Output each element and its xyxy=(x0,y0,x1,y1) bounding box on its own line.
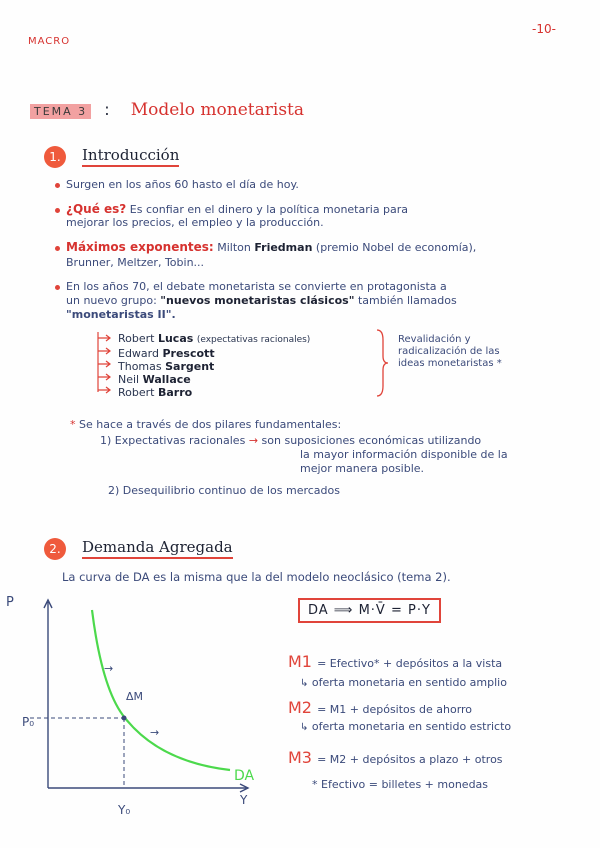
m2-definition: M2 = M1 + depósitos de ahorro xyxy=(288,698,473,717)
equilibrium-point xyxy=(122,716,127,721)
bullet-3: Máximos exponentes: Milton Friedman (premio Nobel de economía), xyxy=(55,240,476,254)
people-bracket-arrows xyxy=(94,330,114,400)
bullet-2: ¿Qué es? Es confiar en el dinero y la política monetaria para xyxy=(55,202,408,216)
theme-label: TEMA 3 xyxy=(30,104,91,119)
bullet-4-cont: un nuevo grupo: "nuevos monetaristas clásicos" también llamados xyxy=(66,294,457,307)
theme-header xyxy=(30,100,304,120)
subject-label: MACRO xyxy=(28,36,71,47)
person-row: Neil Wallace xyxy=(118,373,191,386)
footnote-line: * Se hace a través de dos pilares fundamentales: xyxy=(70,418,342,431)
m2-sub: ↳ oferta monetaria en sentido estricto xyxy=(300,720,512,733)
bullet-2-cont: mejorar los precios, el empleo y la producción. xyxy=(66,216,324,229)
bullet-dot-icon xyxy=(55,246,60,251)
p0-label: P₀ xyxy=(22,715,35,729)
pillar-2: 2) Desequilibrio continuo de los mercados xyxy=(108,484,340,497)
pillar-1-cont: la mayor información disponible de la xyxy=(300,448,508,461)
bullet-dot-icon xyxy=(55,183,60,188)
y0-label: Y₀ xyxy=(118,803,131,817)
bullet-dot-icon xyxy=(55,208,60,213)
m1-sub: ↳ oferta monetaria en sentido amplio xyxy=(300,676,507,689)
da-formula-box: DA ⟹ M·V̄ = P·Y xyxy=(298,598,441,623)
person-row: Robert Lucas (expectativas racionales) xyxy=(118,332,311,345)
section2-intro: La curva de DA es la misma que la del modelo neoclásico (tema 2). xyxy=(62,570,451,584)
person-row: Robert Barro xyxy=(118,386,193,399)
shift-arrow-icon: → xyxy=(104,662,114,675)
brace-icon xyxy=(374,328,390,398)
people-list xyxy=(118,332,310,399)
m3-definition: M3 = M2 + depósitos a plazo + otros xyxy=(288,748,503,767)
bullet-dot-icon xyxy=(55,285,60,290)
page-number: -10- xyxy=(532,22,556,36)
section2-number: 2. xyxy=(44,538,66,560)
theme-title: Modelo monetarista xyxy=(130,100,305,120)
demand-graph xyxy=(0,590,290,820)
bullet-3-cont: Brunner, Meltzer, Tobin... xyxy=(66,256,205,269)
section1-title: Introducción xyxy=(82,146,179,167)
bullet-4-cont2: "monetaristas II". xyxy=(66,308,176,321)
pillar-1: 1) Expectativas racionales → son suposiciones económicas utilizando xyxy=(100,434,482,447)
da-curve xyxy=(92,610,230,770)
delta-m-label: ΔM xyxy=(126,690,144,703)
section2-title: Demanda Agregada xyxy=(82,538,233,559)
bullet-1: Surgen en los años 60 hasto el día de hoy. xyxy=(55,178,299,191)
theme-colon: : xyxy=(104,100,110,119)
person-row: Thomas Sargent xyxy=(118,360,215,373)
bullet-4: En los años 70, el debate monetarista se convierte en protagonista a xyxy=(55,280,447,293)
pillar-1-cont2: mejor manera posible. xyxy=(300,462,425,475)
brace-note: Revalidación y radicalización de las ideas monetaristas * xyxy=(398,334,502,369)
efectivo-note: * Efectivo = billetes + monedas xyxy=(312,778,489,791)
section1-number: 1. xyxy=(44,146,66,168)
da-curve-label: DA xyxy=(234,768,255,784)
y-axis-label: P xyxy=(6,595,14,610)
m1-definition: M1 = Efectivo* + depósitos a la vista xyxy=(288,652,503,671)
shift-arrow-icon: → xyxy=(150,726,160,739)
person-row: Edward Prescott xyxy=(118,347,215,360)
x-axis-label: Y xyxy=(240,793,248,807)
